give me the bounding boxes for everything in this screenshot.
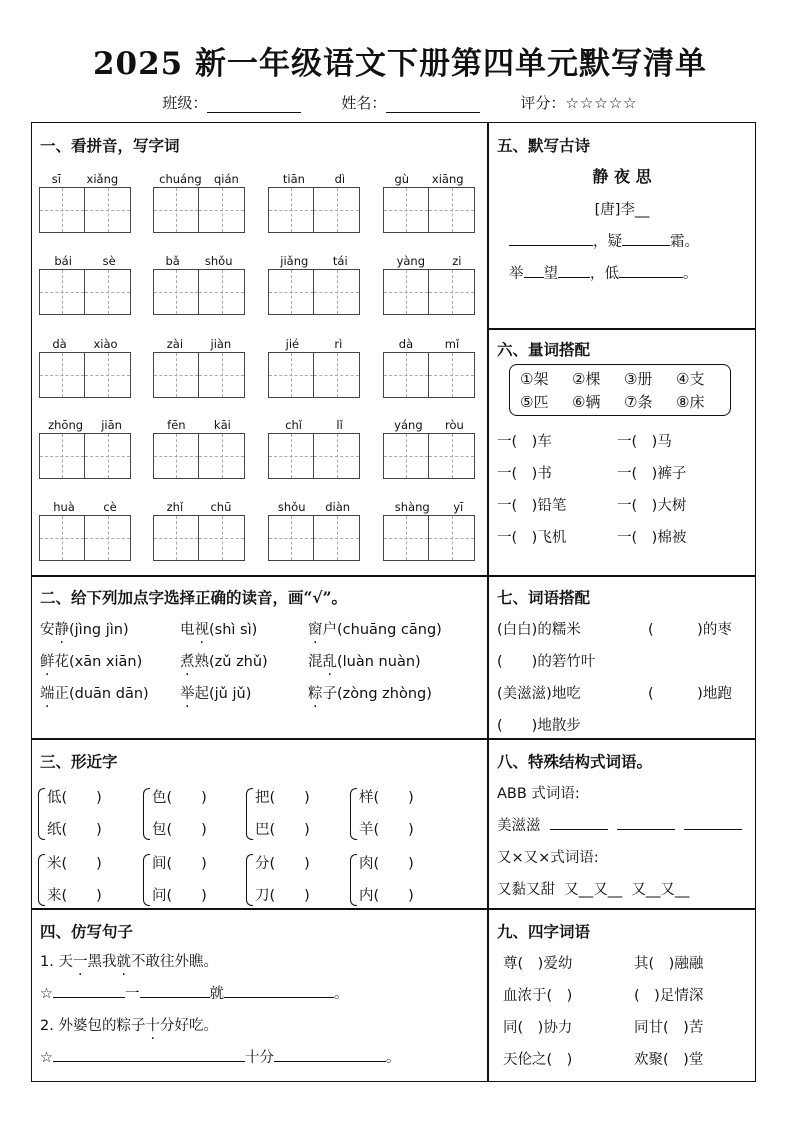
- student-info: [0, 92, 800, 113]
- pronunciation-item[interactable]: 举起(jǔ jǔ): [180, 686, 252, 702]
- writing-grid: [153, 515, 245, 561]
- writing-grid: [39, 515, 131, 561]
- pinyin-item: [153, 171, 245, 233]
- similar-char-pair[interactable]: 把( ) 巴( ): [246, 782, 310, 846]
- measure-word-item[interactable]: 一( )马: [617, 434, 672, 450]
- pinyin-item: [268, 499, 360, 561]
- word-match-item[interactable]: (白白)的糯米: [497, 622, 581, 638]
- pinyin-item: [383, 499, 475, 561]
- pinyin-item: [383, 253, 475, 315]
- measure-word-option: ①架: [520, 370, 549, 388]
- writing-grid: [39, 352, 131, 398]
- similar-char-pair[interactable]: 样( ) 羊( ): [350, 782, 414, 846]
- writing-box[interactable]: [85, 269, 131, 315]
- section-6-title: 六、量词搭配: [497, 340, 591, 359]
- pinyin-item: [39, 336, 131, 398]
- pinyin-item: [153, 336, 245, 398]
- idiom-item[interactable]: 尊( )爱幼: [503, 956, 573, 972]
- writing-box[interactable]: [268, 187, 314, 233]
- pinyin-label: jiǎng tái: [280, 254, 348, 268]
- idiom-item[interactable]: 同( )协力: [503, 1020, 573, 1036]
- similar-char-pair[interactable]: 米( ) 来( ): [38, 848, 102, 912]
- section-8-title: 八、特殊结构式词语。: [497, 752, 653, 771]
- row-divider-1: [31, 575, 756, 577]
- similar-char-pair[interactable]: 低( ) 纸( ): [38, 782, 102, 846]
- writing-box[interactable]: [153, 352, 199, 398]
- section-2-title: 二、给下列加点字选择正确的读音，画“√”。: [40, 588, 348, 607]
- pronunciation-item[interactable]: 鲜花(xān xiān): [40, 654, 143, 670]
- word-match-item[interactable]: ( )地跑: [648, 686, 732, 702]
- idiom-item[interactable]: ( )足情深: [634, 988, 704, 1004]
- writing-box[interactable]: [314, 352, 360, 398]
- pinyin-label: tiān dì: [282, 172, 346, 186]
- measure-word-option: ⑧床: [676, 393, 705, 411]
- writing-box[interactable]: [314, 187, 360, 233]
- writing-box[interactable]: [268, 515, 314, 561]
- pronunciation-item[interactable]: 电视(shì sì): [180, 622, 258, 638]
- writing-box[interactable]: [199, 269, 245, 315]
- measure-word-item[interactable]: 一( )裤子: [617, 466, 687, 482]
- pinyin-label: zhōng jiān: [48, 418, 122, 432]
- pinyin-label: yàng zi: [396, 254, 462, 268]
- pronunciation-item[interactable]: 混乱(luàn nuàn): [308, 654, 421, 670]
- pronunciation-item[interactable]: 端正(duān dān): [40, 686, 149, 702]
- pinyin-label: shàng yī: [394, 500, 464, 514]
- writing-box[interactable]: [429, 187, 475, 233]
- writing-box[interactable]: [85, 515, 131, 561]
- pinyin-label: fēn kāi: [167, 418, 231, 432]
- pinyin-label: huà cè: [53, 500, 117, 514]
- pronunciation-item[interactable]: 窗户(chuāng cāng): [308, 622, 442, 638]
- writing-box[interactable]: [153, 433, 199, 479]
- section-9-title: 九、四字词语: [497, 922, 591, 941]
- writing-grid: [268, 269, 360, 315]
- measure-word-option: ③册: [624, 370, 653, 388]
- pinyin-label: yáng ròu: [394, 418, 464, 432]
- writing-grid: [153, 433, 245, 479]
- pinyin-item: [268, 417, 360, 479]
- writing-grid: [383, 515, 475, 561]
- pinyin-item: [268, 253, 360, 315]
- writing-grid: [383, 352, 475, 398]
- measure-word-item[interactable]: 一( )飞机: [497, 530, 567, 546]
- writing-grid: [268, 187, 360, 233]
- pinyin-item: [153, 253, 245, 315]
- pinyin-item: [383, 171, 475, 233]
- pinyin-label: zài jiàn: [166, 337, 232, 351]
- writing-box[interactable]: [383, 269, 429, 315]
- pinyin-item: [268, 336, 360, 398]
- pinyin-label: chuáng qián: [159, 172, 239, 186]
- writing-box[interactable]: [153, 515, 199, 561]
- word-match-item[interactable]: (美滋滋)地吃: [497, 686, 581, 702]
- name-field[interactable]: 姓名：: [341, 92, 480, 113]
- writing-box[interactable]: [85, 187, 131, 233]
- pinyin-label: dà xiào: [52, 337, 118, 351]
- measure-word-option: ②棵: [572, 370, 601, 388]
- measure-word-item[interactable]: 一( )书: [497, 466, 552, 482]
- writing-box[interactable]: [153, 269, 199, 315]
- writing-box[interactable]: [199, 433, 245, 479]
- writing-box[interactable]: [199, 515, 245, 561]
- pinyin-label: dà mǐ: [398, 337, 460, 351]
- measure-word-option: ④支: [676, 370, 705, 388]
- page-title: 2025 新一年级语文下册第四单元默写清单: [92, 46, 708, 82]
- pinyin-label: sī xiǎng: [51, 172, 119, 186]
- writing-box[interactable]: [39, 187, 85, 233]
- writing-grid: [39, 433, 131, 479]
- idiom-item[interactable]: 欢聚( )堂: [634, 1052, 704, 1068]
- pinyin-label: jié rì: [285, 337, 343, 351]
- section-5-title: 五、默写古诗: [497, 136, 591, 155]
- similar-char-pair[interactable]: 分( ) 刀( ): [246, 848, 310, 912]
- writing-box[interactable]: [39, 433, 85, 479]
- similar-char-pair[interactable]: 色( ) 包( ): [143, 782, 207, 846]
- pinyin-label: chǐ lǐ: [285, 418, 343, 432]
- word-match-item[interactable]: ( )的箬竹叶: [497, 654, 596, 670]
- pinyin-label: bǎ shǒu: [165, 254, 233, 268]
- yxyx-line[interactable]: 又黏又甜 又__又__ 又__又__: [497, 882, 690, 898]
- measure-word-options: [509, 364, 731, 416]
- column-divider: [487, 122, 489, 1082]
- word-match-item[interactable]: ( )地散步: [497, 718, 581, 734]
- pinyin-item: [383, 336, 475, 398]
- row-divider-right: [487, 328, 756, 330]
- measure-word-option: ⑤匹: [520, 393, 549, 411]
- writing-box[interactable]: [268, 352, 314, 398]
- pronunciation-item[interactable]: 粽子(zòng zhòng): [308, 686, 432, 702]
- writing-box[interactable]: [314, 433, 360, 479]
- writing-box[interactable]: [429, 515, 475, 561]
- row-divider-2: [31, 738, 756, 740]
- sentence-1: 1. 天一黑我就不敢往外瞧。: [40, 954, 218, 970]
- poem-line-2[interactable]: 举 望 ，低 。: [509, 266, 698, 282]
- writing-box[interactable]: [39, 515, 85, 561]
- pinyin-item: [39, 499, 131, 561]
- writing-box[interactable]: [383, 352, 429, 398]
- writing-box[interactable]: [383, 433, 429, 479]
- writing-box[interactable]: [39, 269, 85, 315]
- star-rating-icon: ☆☆☆☆☆: [565, 94, 638, 112]
- section-4-title: 四、仿写句子: [40, 922, 134, 941]
- sentence-2-practice[interactable]: ☆ 十分 。: [40, 1050, 401, 1066]
- idiom-item[interactable]: 天伦之( ): [503, 1052, 573, 1068]
- pronunciation-item[interactable]: 安静(jìng jìn): [40, 622, 129, 638]
- writing-box[interactable]: [429, 352, 475, 398]
- idiom-item[interactable]: 其( )融融: [634, 956, 704, 972]
- pinyin-label: shǒu diàn: [277, 500, 351, 514]
- section-7-title: 七、词语搭配: [497, 588, 591, 607]
- idiom-item[interactable]: 同甘( )苦: [634, 1020, 704, 1036]
- writing-box[interactable]: [199, 187, 245, 233]
- score-field: 评分：☆☆☆☆☆: [520, 94, 638, 112]
- writing-box[interactable]: [429, 433, 475, 479]
- yxyx-label: 又×又×式词语:: [497, 850, 599, 866]
- poem-line-1[interactable]: ，疑 霜。: [509, 230, 699, 251]
- idiom-item[interactable]: 血浓于( ): [503, 988, 573, 1004]
- measure-word-item[interactable]: 一( )铅笔: [497, 498, 567, 514]
- pinyin-label: bái sè: [54, 254, 116, 268]
- pronunciation-item[interactable]: 煮熟(zǔ zhǔ): [180, 654, 268, 670]
- writing-box[interactable]: [383, 515, 429, 561]
- similar-char-pair[interactable]: 肉( ) 内( ): [350, 848, 414, 912]
- writing-grid: [153, 352, 245, 398]
- writing-grid: [268, 433, 360, 479]
- writing-box[interactable]: [39, 352, 85, 398]
- writing-grid: [39, 187, 131, 233]
- pinyin-item: [39, 417, 131, 479]
- writing-box[interactable]: [314, 269, 360, 315]
- writing-box[interactable]: [314, 515, 360, 561]
- measure-word-option: ⑥辆: [572, 393, 601, 411]
- measure-word-option: ⑦条: [624, 393, 653, 411]
- writing-box[interactable]: [199, 352, 245, 398]
- measure-word-item[interactable]: 一( )大树: [617, 498, 687, 514]
- writing-grid: [383, 187, 475, 233]
- writing-grid: [268, 515, 360, 561]
- pinyin-item: [39, 253, 131, 315]
- writing-box[interactable]: [268, 433, 314, 479]
- similar-char-pair[interactable]: 间( ) 问( ): [143, 848, 207, 912]
- writing-grid: [153, 187, 245, 233]
- pinyin-item: [153, 499, 245, 561]
- writing-box[interactable]: [429, 269, 475, 315]
- pinyin-item: [383, 417, 475, 479]
- class-field[interactable]: 班级：: [162, 92, 301, 113]
- pinyin-label: zhǐ chū: [166, 500, 232, 514]
- writing-grid: [39, 269, 131, 315]
- word-match-item[interactable]: ( )的枣: [648, 622, 732, 638]
- section-1-title: 一、看拼音，写字词: [40, 136, 180, 155]
- writing-box[interactable]: [383, 187, 429, 233]
- measure-word-item[interactable]: 一( )棉被: [617, 530, 687, 546]
- section-3-title: 三、形近字: [40, 752, 118, 771]
- abb-label: ABB 式词语:: [497, 786, 580, 802]
- sentence-1-practice[interactable]: ☆ 一 就 。: [40, 986, 349, 1002]
- writing-grid: [383, 269, 475, 315]
- writing-box[interactable]: [153, 187, 199, 233]
- sentence-2: 2. 外婆包的粽子十分好吃。: [40, 1018, 218, 1034]
- abb-line[interactable]: 美滋滋: [497, 814, 742, 835]
- poem-title: 静 夜 思: [592, 167, 652, 186]
- writing-grid: [383, 433, 475, 479]
- pinyin-item: [39, 171, 131, 233]
- writing-box[interactable]: [268, 269, 314, 315]
- measure-word-item[interactable]: 一( )车: [497, 434, 552, 450]
- pinyin-item: [268, 171, 360, 233]
- writing-grid: [268, 352, 360, 398]
- pinyin-label: gù xiāng: [394, 172, 464, 186]
- writing-box[interactable]: [85, 433, 131, 479]
- pinyin-item: [153, 417, 245, 479]
- poem-author: [唐]李__: [594, 202, 650, 218]
- writing-grid: [153, 269, 245, 315]
- writing-box[interactable]: [85, 352, 131, 398]
